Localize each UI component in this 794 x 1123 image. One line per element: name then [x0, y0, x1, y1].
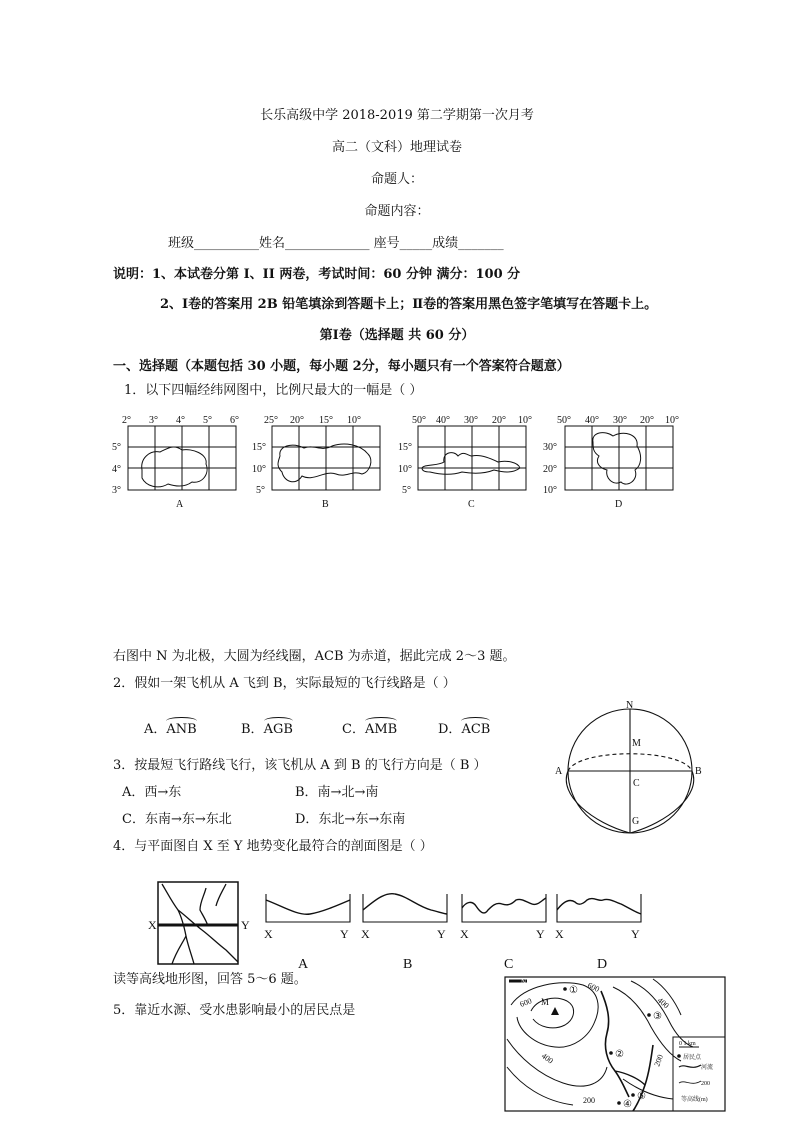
plan-x-label: X [148, 918, 157, 932]
tick-label: 3° [112, 485, 121, 496]
contour-value: 600 [518, 996, 533, 1009]
plan-y-label: Y [241, 918, 250, 932]
profile-b [355, 884, 455, 978]
tick-label: 6° [230, 415, 239, 426]
part-1-title: 第Ⅰ卷（选择题 共 60 分） [319, 328, 475, 343]
profile-a [258, 884, 358, 978]
globe-label-m: M [632, 738, 641, 749]
tick-label: 50° [412, 415, 426, 426]
map-label: D [615, 499, 623, 510]
arc-text: ANB [166, 719, 196, 737]
question-4: 4．与平面图自 X 至 Y 地势变化最符合的剖面图是（ ） [113, 839, 433, 854]
contour-value: 600 [586, 980, 601, 994]
globe-label-c: C [633, 778, 640, 789]
contour-value: 400 [539, 1051, 555, 1066]
tick-label: 5° [402, 485, 411, 496]
tick-label: 20° [290, 415, 304, 426]
north-label: N [521, 978, 527, 986]
tick-label: 25° [264, 415, 278, 426]
tick-label: 30° [613, 415, 627, 426]
profile-y-label: Y [536, 927, 545, 941]
globe-diagram [548, 700, 708, 844]
option-letter: C． [342, 722, 365, 737]
map-label: C [468, 499, 475, 510]
profile-label: A [298, 957, 309, 972]
village-point: ① [569, 985, 578, 996]
option-letter: B． [241, 722, 264, 737]
instruction-note-2: 2、Ⅰ卷的答案用 2B 铅笔填涂到答题卡上；Ⅱ卷的答案用黑色签字笔填写在答题卡上。 [160, 297, 658, 312]
exam-school-title: 长乐高级中学 2018-2019 第二学期第一次月考 [260, 108, 534, 123]
profile-y-label: Y [340, 927, 349, 941]
globe-label-a: A [555, 766, 563, 777]
village-point: ③ [653, 1011, 662, 1022]
question-3: 3．按最短飞行路线飞行，该飞机从 A 到 B 的飞行方向是（ B ） [113, 758, 487, 773]
profile-x-label: X [361, 927, 370, 941]
q2-option-a [144, 718, 197, 737]
tick-label: 15° [319, 415, 333, 426]
intro-questions-5-6: 读等高线地形图，回答 5～6 题。 [113, 972, 307, 987]
profile-label: C [504, 957, 514, 972]
village-point: ② [615, 1049, 624, 1060]
globe-label-n: N [626, 700, 634, 711]
profile-x-label: X [555, 927, 564, 941]
q3-option-a: A．西→东 [122, 785, 182, 800]
intro-questions-2-3: 右图中 N 为北极，大圆为经线圈，ACB 为赤道，据此完成 2～3 题。 [113, 649, 516, 664]
lat-lon-map-a [112, 412, 242, 516]
tick-label: 10° [665, 415, 679, 426]
arc-text: AMB [365, 719, 397, 737]
profile-d [549, 884, 649, 978]
tick-label: 3° [149, 415, 158, 426]
tick-label: 10° [518, 415, 532, 426]
legend-contour-value: 200 [701, 1081, 710, 1087]
exam-subject-title: 高二（文科）地理试卷 [331, 140, 462, 155]
tick-label: 10° [347, 415, 361, 426]
contour-value: 400 [655, 995, 671, 1011]
q3-option-c: C．东南→东→东北 [122, 812, 232, 827]
plan-map [148, 880, 256, 974]
village-point: ④ [623, 1099, 632, 1110]
scale-label: 0 1 km [679, 1041, 696, 1047]
lat-lon-map-d [543, 412, 688, 516]
lat-lon-map-b [252, 412, 387, 516]
globe-label-b: B [695, 766, 702, 777]
tick-label: 50° [557, 415, 571, 426]
option-letter: A． [144, 722, 167, 737]
q2-option-b [241, 718, 293, 737]
village-point: ⑤ [637, 1091, 646, 1102]
student-info-line: 班级__________姓名_____________ 座号_____成绩_______ [168, 236, 504, 251]
tick-label: 15° [398, 442, 412, 453]
question-5: 5．靠近水源、受水患影响最小的居民点是 [113, 1003, 356, 1018]
legend-river: 河流 [701, 1065, 714, 1071]
lat-lon-map-c [398, 412, 538, 516]
q2-option-d [438, 718, 490, 737]
question-1: 1．以下四幅经纬网图中，比例尺最大的一幅是（ ） [124, 383, 423, 398]
tick-label: 5° [256, 485, 265, 496]
legend-village: 居民点 [683, 1055, 702, 1061]
q2-option-c [342, 718, 397, 737]
profile-label: D [597, 957, 608, 972]
tick-label: 15° [252, 442, 266, 453]
legend-contour-label: 等高线(m) [681, 1097, 708, 1103]
tick-label: 5° [203, 415, 212, 426]
section-1-title: 一、选择题（本题包括 30 小题，每小题 2分，每小题只有一个答案符合题意） [113, 359, 570, 374]
tick-label: 10° [252, 464, 266, 475]
map-label: B [322, 499, 329, 510]
tick-label: 40° [585, 415, 599, 426]
tick-label: 30° [543, 442, 557, 453]
profile-x-label: X [460, 927, 469, 941]
tick-label: 2° [122, 415, 131, 426]
tick-label: 20° [640, 415, 654, 426]
tick-label: 10° [398, 464, 412, 475]
arc-text: ACB [461, 719, 490, 737]
map-label: A [176, 499, 184, 510]
arc-text: AGB [264, 719, 293, 737]
instruction-note-1: 说明：1、本试卷分第 I、II 两卷，考试时间：60 分钟 满分：100 分 [113, 267, 521, 282]
globe-label-g: G [632, 816, 640, 827]
tick-label: 30° [464, 415, 478, 426]
tick-label: 40° [436, 415, 450, 426]
profile-x-label: X [264, 927, 273, 941]
contour-value: 200 [652, 1053, 665, 1068]
content-line: 命题内容： [364, 204, 430, 219]
tick-label: 20° [492, 415, 506, 426]
tick-label: 20° [543, 464, 557, 475]
tick-label: 5° [112, 442, 121, 453]
tick-label: 10° [543, 485, 557, 496]
profile-label: B [403, 957, 413, 972]
author-line: 命题人： [370, 172, 423, 187]
peak-label: M [541, 997, 550, 1007]
tick-label: 4° [176, 415, 185, 426]
profile-c [454, 884, 554, 978]
profile-y-label: Y [437, 927, 446, 941]
profile-y-label: Y [631, 927, 640, 941]
option-letter: D． [438, 722, 462, 737]
contour-value: 200 [583, 1096, 595, 1105]
question-2: 2．假如一架飞机从 A 飞到 B，实际最短的飞行线路是（ ） [113, 676, 456, 691]
tick-label: 4° [112, 464, 121, 475]
q3-option-d: D．东北→东→东南 [295, 812, 406, 827]
q3-option-b: B．南→北→南 [295, 785, 379, 800]
contour-map [503, 975, 728, 1119]
